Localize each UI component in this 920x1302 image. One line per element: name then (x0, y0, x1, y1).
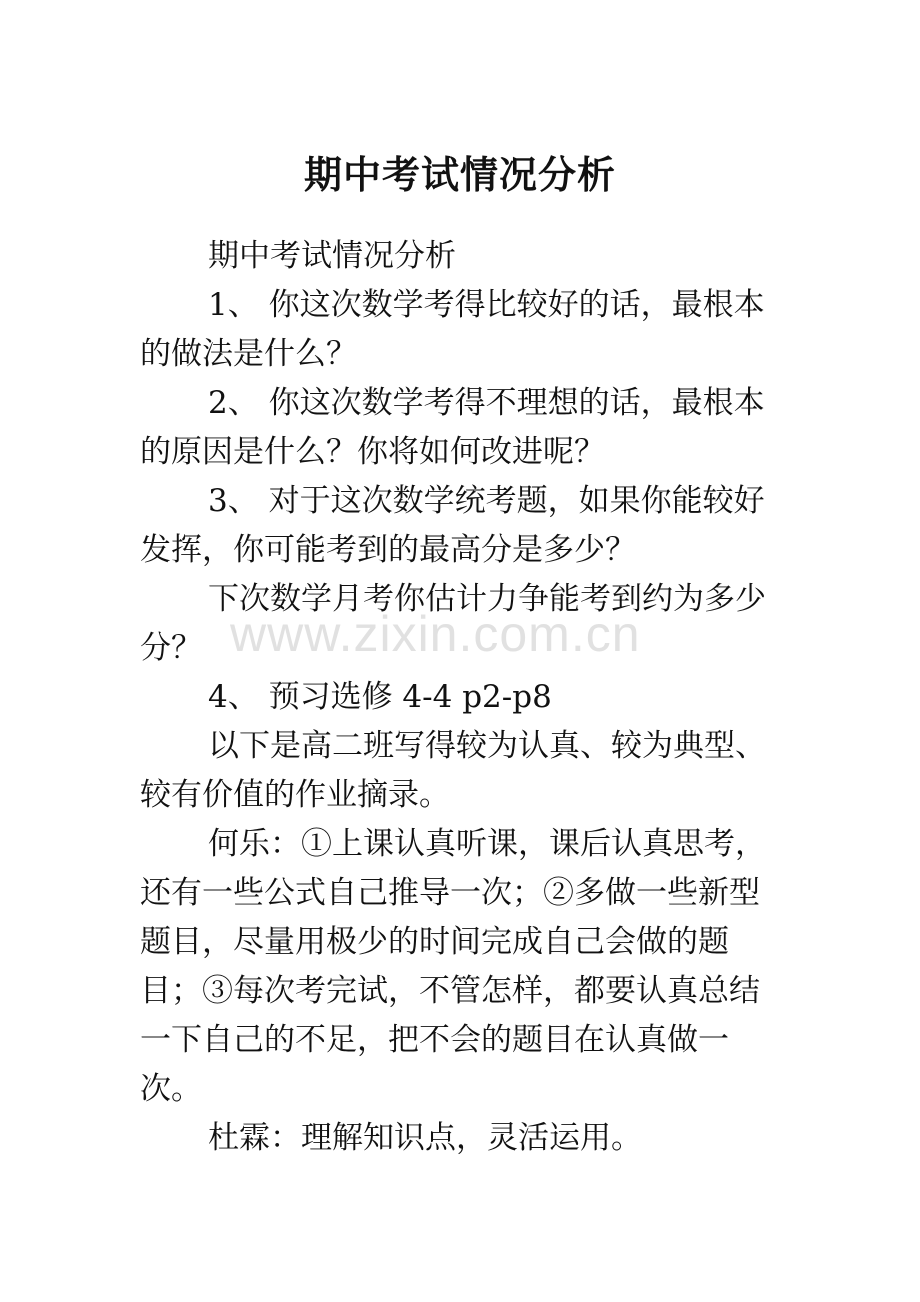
paragraph-question-3: 3、 对于这次数学统考题，如果你能较好发挥，你可能考到的最高分是多少？ (140, 483, 765, 568)
paragraph-intro: 以下是高二班写得较为认真、较为典型、较有价值的作业摘录。 (140, 728, 766, 813)
paragraph-heading: 期中考试情况分析 (208, 238, 456, 274)
paragraph-next-exam: 下次数学月考你估计力争能考到约为多少分？ (140, 581, 766, 666)
watermark-text: www.zixin.com.cn (230, 606, 641, 662)
document-title: 期中考试情况分析 (303, 152, 616, 198)
paragraph-du-lin: 杜霖：理解知识点，灵活运用。 (208, 1120, 642, 1156)
document-body (140, 232, 785, 1163)
paragraph-question-1: 1、 你这次数学考得比较好的话，最根本的做法是什么？ (140, 287, 765, 372)
paragraph-question-2: 2、 你这次数学考得不理想的话，最根本的原因是什么？你将如何改进呢？ (140, 385, 765, 470)
paragraph-question-4: 4、 预习选修 4-4 p2-p8 (208, 679, 552, 715)
paragraph-he-le: 何乐：①上课认真听课，课后认真思考，还有一些公式自己推导一次；②多做一些新型题目，尽量用极少的时间完成自己会做的题目；③每次考完试，不管怎样，都要认真总结一下自己的不足，把不会的题目在认真做一次。 (140, 826, 766, 1107)
